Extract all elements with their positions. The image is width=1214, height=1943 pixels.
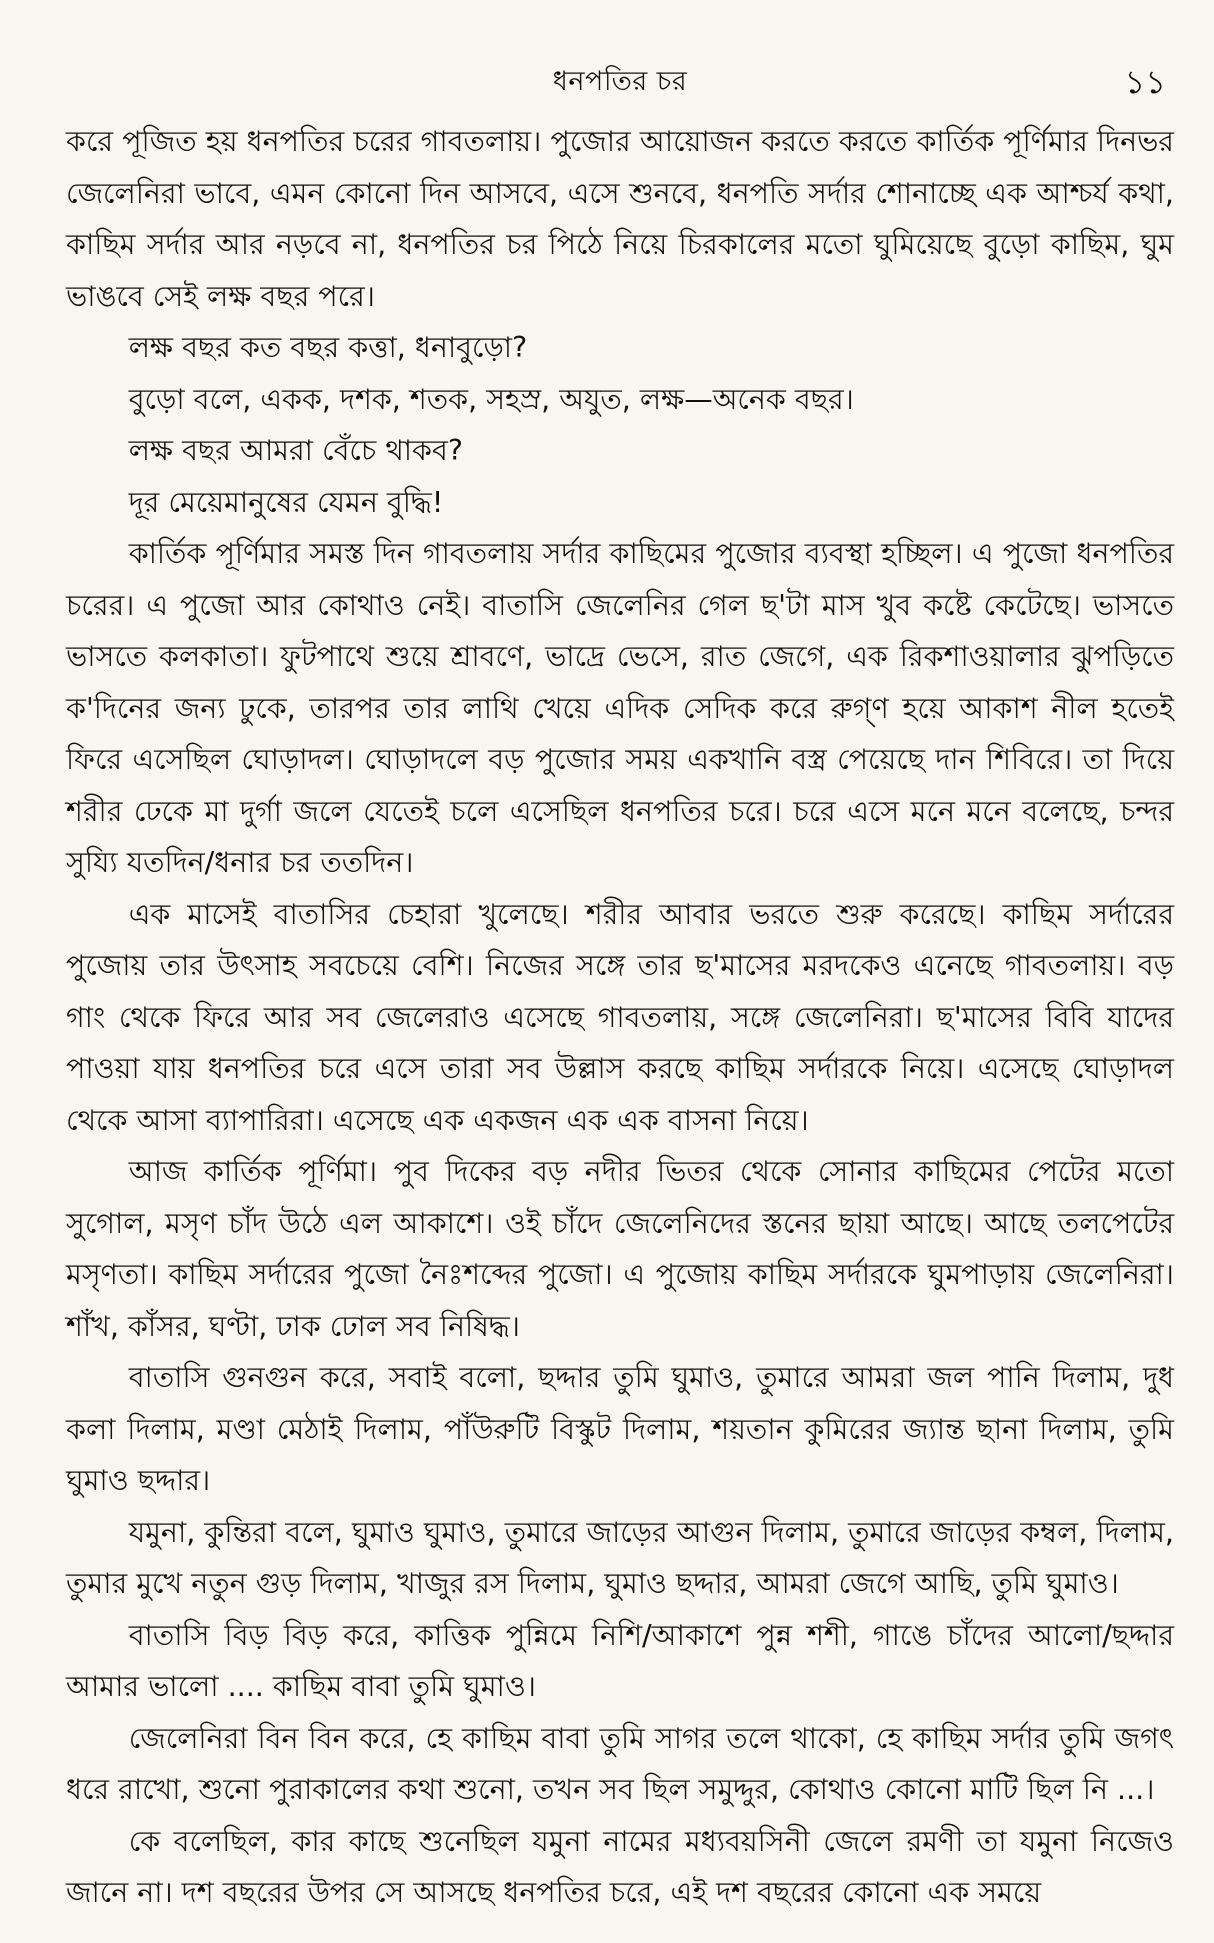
paragraph: কে বলেছিল, কার কাছে শুনেছিল যমুনা নামের মধ্যবয়সিনী জেলে রমণী তা যমুনা নিজেও জানে না। দশ বছরের উপর সে আসছে ধনপতির চরে, এই দশ বছরের কোনো এক সময়ে (66, 1824, 1174, 1909)
dialogue-line: বুড়ো বলে, একক, দশক, শতক, সহস্র, অযুত, লক্ষ—অনেক বছর। (128, 382, 854, 416)
paragraph: বাতাসি গুনগুন করে, সবাই বলো, ছদ্দার তুমি ঘুমাও, তুমারে আমরা জল পানি দিলাম, দুধ কলা দিলাম, মণ্ডা মেঠাই দিলাম, পাঁউরুটি বিস্কুট দিলাম, শয়তান কুমিরের জ্যান্ত ছানা দিলাম, তুমি ঘুমাও ছদ্দার। (66, 1361, 1174, 1497)
running-header (66, 52, 1174, 112)
body-text (66, 116, 1174, 1919)
paragraph: আজ কার্তিক পূর্ণিমা। পুব দিকের বড় নদীর ভিতর থেকে সোনার কাছিমের পেটের মতো সুগোল, মসৃণ চাঁদ উঠে এল আকাশে। ওই চাঁদে জেলেনিদের স্তনের ছায়া আছে। আছে তলপেটের মসৃণতা। কাছিম সর্দারের পুজো নৈঃশব্দের পুজো। এ পুজোয় কাছিম সর্দারকে ঘুমপাড়ায় জেলেনিরা। শাঁখ, কাঁসর, ঘণ্টা, ঢাক ঢোল সব নিষিদ্ধ। (66, 1155, 1174, 1343)
running-title: ধনপতির চর (552, 66, 688, 97)
paragraph: এক মাসেই বাতাসির চেহারা খুলেছে। শরীর আবার ভরতে শুরু করেছে। কাছিম সর্দারের পুজোয় তার উৎসাহ সবচেয়ে বেশি। নিজের সঙ্গে তার ছ'মাসের মরদকেও এনেছে গাবতলায়। বড় গাং থেকে ফিরে আর সব জেলেরাও এসেছে গাবতলায়, সঙ্গে জেলেনিরা। ছ'মাসের বিবি যাদের পাওয়া যায় ধনপতির চরে এসে তারা সব উল্লাস করছে কাছিম সর্দারকে নিয়ে। এসেছে ঘোড়াদল থেকে আসা ব্যাপারিরা। এসেছে এক একজন এক এক বাসনা নিয়ে। (66, 897, 1174, 1137)
dialogue-line: দূর মেয়েমানুষের যেমন বুদ্ধি! (128, 485, 444, 519)
paragraph: জেলেনিরা বিন বিন করে, হে কাছিম বাবা তুমি সাগর তলে থাকো, হে কাছিম সর্দার তুমি জগৎ ধরে রাখো, শুনো পুরাকালের কথা শুনো, তখন সব ছিল সমুদ্দুর, কোথাও কোনো মাটি ছিল নি ...। (66, 1721, 1174, 1806)
dialogue-line: লক্ষ বছর আমরা বেঁচে থাকব? (128, 434, 463, 467)
page-number: ১১ (1124, 63, 1166, 101)
paragraph: করে পূজিত হয় ধনপতির চরের গাবতলায়। পুজোর আয়োজন করতে করতে কার্তিক পূর্ণিমার দিনভর জেলেনিরা ভাবে, এমন কোনো দিন আসবে, এসে শুনবে, ধনপতি সর্দার শোনাচ্ছে এক আশ্চর্য কথা, কাছিম সর্দার আর নড়বে না, ধনপতির চর পিঠে নিয়ে চিরকালের মতো ঘুমিয়েছে বুড়ো কাছিম, ঘুম ভাঙবে সেই লক্ষ বছর পরে। (66, 125, 1174, 313)
paragraph: বাতাসি বিড় বিড় করে, কাত্তিক পুন্নিমে নিশি/আকাশে পুন্ন শশী, গাঙে চাঁদের আলো/ছদ্দার আমার ভালো .... কাছিম বাবা তুমি ঘুমাও। (66, 1618, 1174, 1703)
dialogue-line: লক্ষ বছর কত বছর কত্তা, ধনাবুড়ো? (128, 331, 528, 364)
paragraph: যমুনা, কুন্তিরা বলে, ঘুমাও ঘুমাও, তুমারে জাড়ের আগুন দিলাম, তুমারে জাড়ের কম্বল, দিলাম, তুমার মুখে নতুন গুড় দিলাম, খাজুর রস দিলাম, ঘুমাও ছদ্দার, আমরা জেগে আছি, তুমি ঘুমাও। (66, 1515, 1174, 1600)
paragraph: কার্তিক পূর্ণিমার সমস্ত দিন গাবতলায় সর্দার কাছিমের পুজোর ব্যবস্থা হচ্ছিল। এ পুজো ধনপতির চরের। এ পুজো আর কোথাও নেই। বাতাসি জেলেনির গেল ছ'টা মাস খুব কষ্টে কেটেছে। ভাসতে ভাসতে কলকাতা। ফুটপাথে শুয়ে শ্রাবণে, ভাদ্রে ভেসে, রাত জেগে, এক রিকশাওয়ালার ঝুপড়িতে ক'দিনের জন্য ঢুকে, তারপর তার লাথি খেয়ে এদিক সেদিক করে রুগ্ণ হয়ে আকাশ নীল হতেই ফিরে এসেছিল ঘোড়াদল। ঘোড়াদলে বড় পুজোর সময় একখানি বস্ত্র পেয়েছে দান শিবিরে। তা দিয়ে শরীর ঢেকে মা দুর্গা জলে যেতেই চলে এসেছিল ধনপতির চরে। চরে এসে মনে মনে বলেছে, চন্দর সুয্যি যতদিন/ধনার চর ততদিন। (66, 537, 1174, 879)
